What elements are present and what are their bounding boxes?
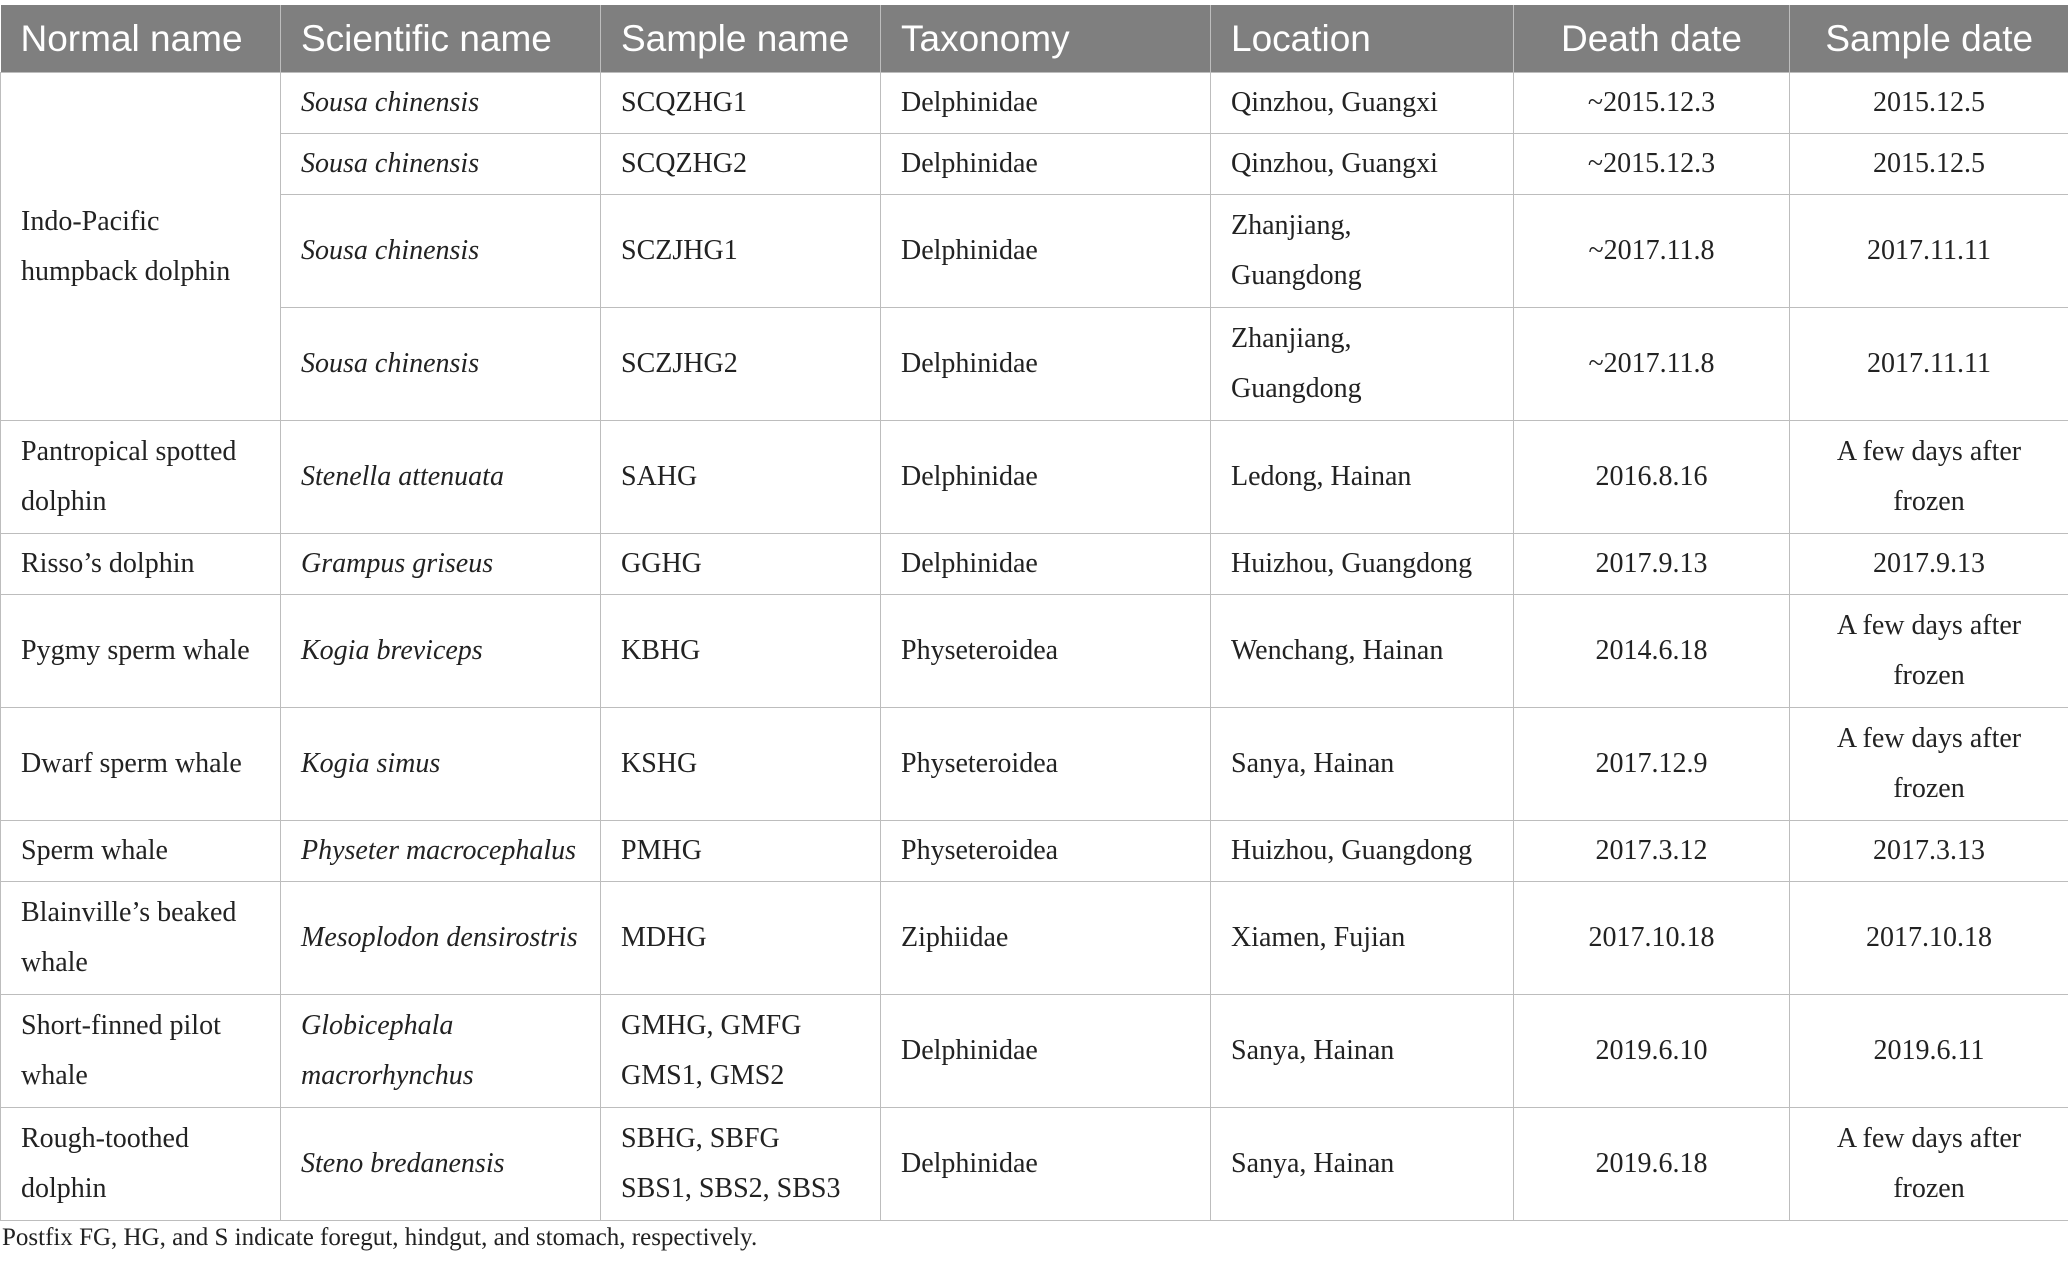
sample-name-line: SBS1, SBS2, SBS3 xyxy=(621,1173,841,1204)
table-row xyxy=(1,882,2068,995)
location-cell xyxy=(1211,308,1514,421)
location-line: Guangdong xyxy=(1231,260,1362,291)
scientific-name-line: Globicephala xyxy=(301,1010,454,1041)
scientific-name-cell: Sousa chinensis xyxy=(281,195,601,308)
scientific-name-cell: Kogia simus xyxy=(281,708,601,821)
normal-name-cell: Sperm whale xyxy=(1,821,281,882)
sample-name-cell: SAHG xyxy=(601,421,881,534)
death-date-cell: 2017.9.13 xyxy=(1514,534,1790,595)
location-line: Zhanjiang, xyxy=(1231,323,1352,354)
table-row xyxy=(1,308,2068,421)
location-cell: Sanya, Hainan xyxy=(1211,995,1514,1108)
normal-name-line: Short-finned pilot xyxy=(21,1010,221,1041)
table-row xyxy=(1,134,2068,195)
normal-name-cell: Dwarf sperm whale xyxy=(1,708,281,821)
death-date-cell: ~2015.12.3 xyxy=(1514,134,1790,195)
scientific-name-cell: Physeter macrocephalus xyxy=(281,821,601,882)
header-scientific-name: Scientific name xyxy=(281,5,601,73)
scientific-name-cell: Mesoplodon densirostris xyxy=(281,882,601,995)
sample-date-line: A few days after xyxy=(1836,436,2022,467)
table-header-row xyxy=(1,5,2068,73)
sample-name-cell xyxy=(601,995,881,1108)
sample-date-line: frozen xyxy=(1893,486,1965,517)
sample-name-cell: SCQZHG2 xyxy=(601,134,881,195)
table-row xyxy=(1,421,2068,534)
sample-date-cell: 2017.11.11 xyxy=(1790,195,2068,308)
sample-date-cell: 2015.12.5 xyxy=(1790,73,2068,134)
sample-name-cell: GGHG xyxy=(601,534,881,595)
death-date-cell: 2019.6.18 xyxy=(1514,1108,1790,1221)
sample-name-cell: SCZJHG1 xyxy=(601,195,881,308)
table-row xyxy=(1,73,2068,134)
sample-date-cell: 2015.12.5 xyxy=(1790,134,2068,195)
location-line: Zhanjiang, xyxy=(1231,210,1352,241)
death-date-cell: 2017.3.12 xyxy=(1514,821,1790,882)
sample-name-cell: SCZJHG2 xyxy=(601,308,881,421)
sample-name-cell xyxy=(601,1108,881,1221)
header-location: Location xyxy=(1211,5,1514,73)
normal-name-cell xyxy=(1,1108,281,1221)
death-date-cell: ~2017.11.8 xyxy=(1514,195,1790,308)
taxonomy-cell: Delphinidae xyxy=(881,421,1211,534)
taxonomy-cell: Delphinidae xyxy=(881,534,1211,595)
scientific-name-cell: Kogia breviceps xyxy=(281,595,601,708)
table-row xyxy=(1,995,2068,1108)
cetacean-sample-table xyxy=(0,5,2068,1221)
table-footnote: Postfix FG, HG, and S indicate foregut, hindgut, and stomach, respectively. xyxy=(2,1224,758,1251)
sample-name-line: GMHG, GMFG xyxy=(621,1010,802,1041)
normal-name-cell xyxy=(1,995,281,1108)
normal-name-line: whale xyxy=(21,1060,88,1091)
location-cell: Wenchang, Hainan xyxy=(1211,595,1514,708)
taxonomy-cell: Delphinidae xyxy=(881,134,1211,195)
normal-name-cell xyxy=(1,882,281,995)
sample-name-cell: KBHG xyxy=(601,595,881,708)
location-cell: Huizhou, Guangdong xyxy=(1211,821,1514,882)
table-row xyxy=(1,595,2068,708)
location-cell xyxy=(1211,195,1514,308)
header-sample-date: Sample date xyxy=(1790,5,2068,73)
normal-name-line: Rough-toothed xyxy=(21,1123,189,1154)
taxonomy-cell: Ziphiidae xyxy=(881,882,1211,995)
taxonomy-cell: Physeteroidea xyxy=(881,595,1211,708)
death-date-cell: ~2017.11.8 xyxy=(1514,308,1790,421)
table-row xyxy=(1,195,2068,308)
normal-name-cell: Pygmy sperm whale xyxy=(1,595,281,708)
table-row xyxy=(1,1108,2068,1221)
normal-name-line: Indo-Pacific xyxy=(21,205,160,237)
sample-name-cell: MDHG xyxy=(601,882,881,995)
sample-date-cell xyxy=(1790,1108,2068,1221)
sample-name-line: SBHG, SBFG xyxy=(621,1123,780,1154)
normal-name-cell xyxy=(1,73,281,421)
header-normal-name: Normal name xyxy=(1,5,281,73)
taxonomy-cell: Delphinidae xyxy=(881,308,1211,421)
sample-date-line: frozen xyxy=(1893,660,1965,691)
sample-date-cell xyxy=(1790,708,2068,821)
sample-date-line: A few days after xyxy=(1836,1123,2022,1154)
sample-name-cell: KSHG xyxy=(601,708,881,821)
location-cell: Huizhou, Guangdong xyxy=(1211,534,1514,595)
scientific-name-cell xyxy=(281,995,601,1108)
death-date-cell: ~2015.12.3 xyxy=(1514,73,1790,134)
scientific-name-line: macrorhynchus xyxy=(301,1060,474,1091)
scientific-name-cell: Steno bredanensis xyxy=(281,1108,601,1221)
scientific-name-cell: Stenella attenuata xyxy=(281,421,601,534)
header-sample-name: Sample name xyxy=(601,5,881,73)
normal-name-line: Blainville’s beaked xyxy=(21,897,237,928)
sample-date-cell: 2017.3.13 xyxy=(1790,821,2068,882)
death-date-cell: 2016.8.16 xyxy=(1514,421,1790,534)
sample-date-cell: 2019.6.11 xyxy=(1790,995,2068,1108)
normal-name-line: dolphin xyxy=(21,486,107,517)
taxonomy-cell: Delphinidae xyxy=(881,195,1211,308)
sample-date-cell: 2017.11.11 xyxy=(1790,308,2068,421)
normal-name-line: dolphin xyxy=(21,1173,107,1204)
death-date-cell: 2017.12.9 xyxy=(1514,708,1790,821)
taxonomy-cell: Delphinidae xyxy=(881,73,1211,134)
table-row xyxy=(1,708,2068,821)
taxonomy-cell: Delphinidae xyxy=(881,1108,1211,1221)
sample-date-line: A few days after xyxy=(1836,610,2022,641)
sample-name-cell: PMHG xyxy=(601,821,881,882)
location-cell: Sanya, Hainan xyxy=(1211,708,1514,821)
sample-date-line: frozen xyxy=(1893,773,1965,804)
sample-date-line: A few days after xyxy=(1836,723,2022,754)
table-row xyxy=(1,821,2068,882)
scientific-name-cell: Sousa chinensis xyxy=(281,308,601,421)
sample-name-cell: SCQZHG1 xyxy=(601,73,881,134)
header-death-date: Death date xyxy=(1514,5,1790,73)
sample-date-line: frozen xyxy=(1893,1173,1965,1204)
death-date-cell: 2019.6.10 xyxy=(1514,995,1790,1108)
location-cell: Qinzhou, Guangxi xyxy=(1211,134,1514,195)
location-cell: Ledong, Hainan xyxy=(1211,421,1514,534)
scientific-name-cell: Grampus griseus xyxy=(281,534,601,595)
location-cell: Xiamen, Fujian xyxy=(1211,882,1514,995)
death-date-cell: 2014.6.18 xyxy=(1514,595,1790,708)
taxonomy-cell: Physeteroidea xyxy=(881,708,1211,821)
taxonomy-cell: Delphinidae xyxy=(881,995,1211,1108)
scientific-name-cell: Sousa chinensis xyxy=(281,134,601,195)
normal-name-cell xyxy=(1,421,281,534)
sample-date-cell xyxy=(1790,421,2068,534)
location-line: Guangdong xyxy=(1231,373,1362,404)
location-cell: Qinzhou, Guangxi xyxy=(1211,73,1514,134)
data-table-container xyxy=(0,5,2068,1221)
normal-name-line: whale xyxy=(21,947,88,978)
normal-name-line: humpback dolphin xyxy=(21,255,231,287)
sample-date-cell: 2017.9.13 xyxy=(1790,534,2068,595)
sample-date-cell: 2017.10.18 xyxy=(1790,882,2068,995)
location-cell: Sanya, Hainan xyxy=(1211,1108,1514,1221)
normal-name-line: Pantropical spotted xyxy=(21,436,237,467)
normal-name-cell: Risso’s dolphin xyxy=(1,534,281,595)
taxonomy-cell: Physeteroidea xyxy=(881,821,1211,882)
header-taxonomy: Taxonomy xyxy=(881,5,1211,73)
death-date-cell: 2017.10.18 xyxy=(1514,882,1790,995)
sample-name-line: GMS1, GMS2 xyxy=(621,1060,785,1091)
table-row xyxy=(1,534,2068,595)
scientific-name-cell: Sousa chinensis xyxy=(281,73,601,134)
sample-date-cell xyxy=(1790,595,2068,708)
